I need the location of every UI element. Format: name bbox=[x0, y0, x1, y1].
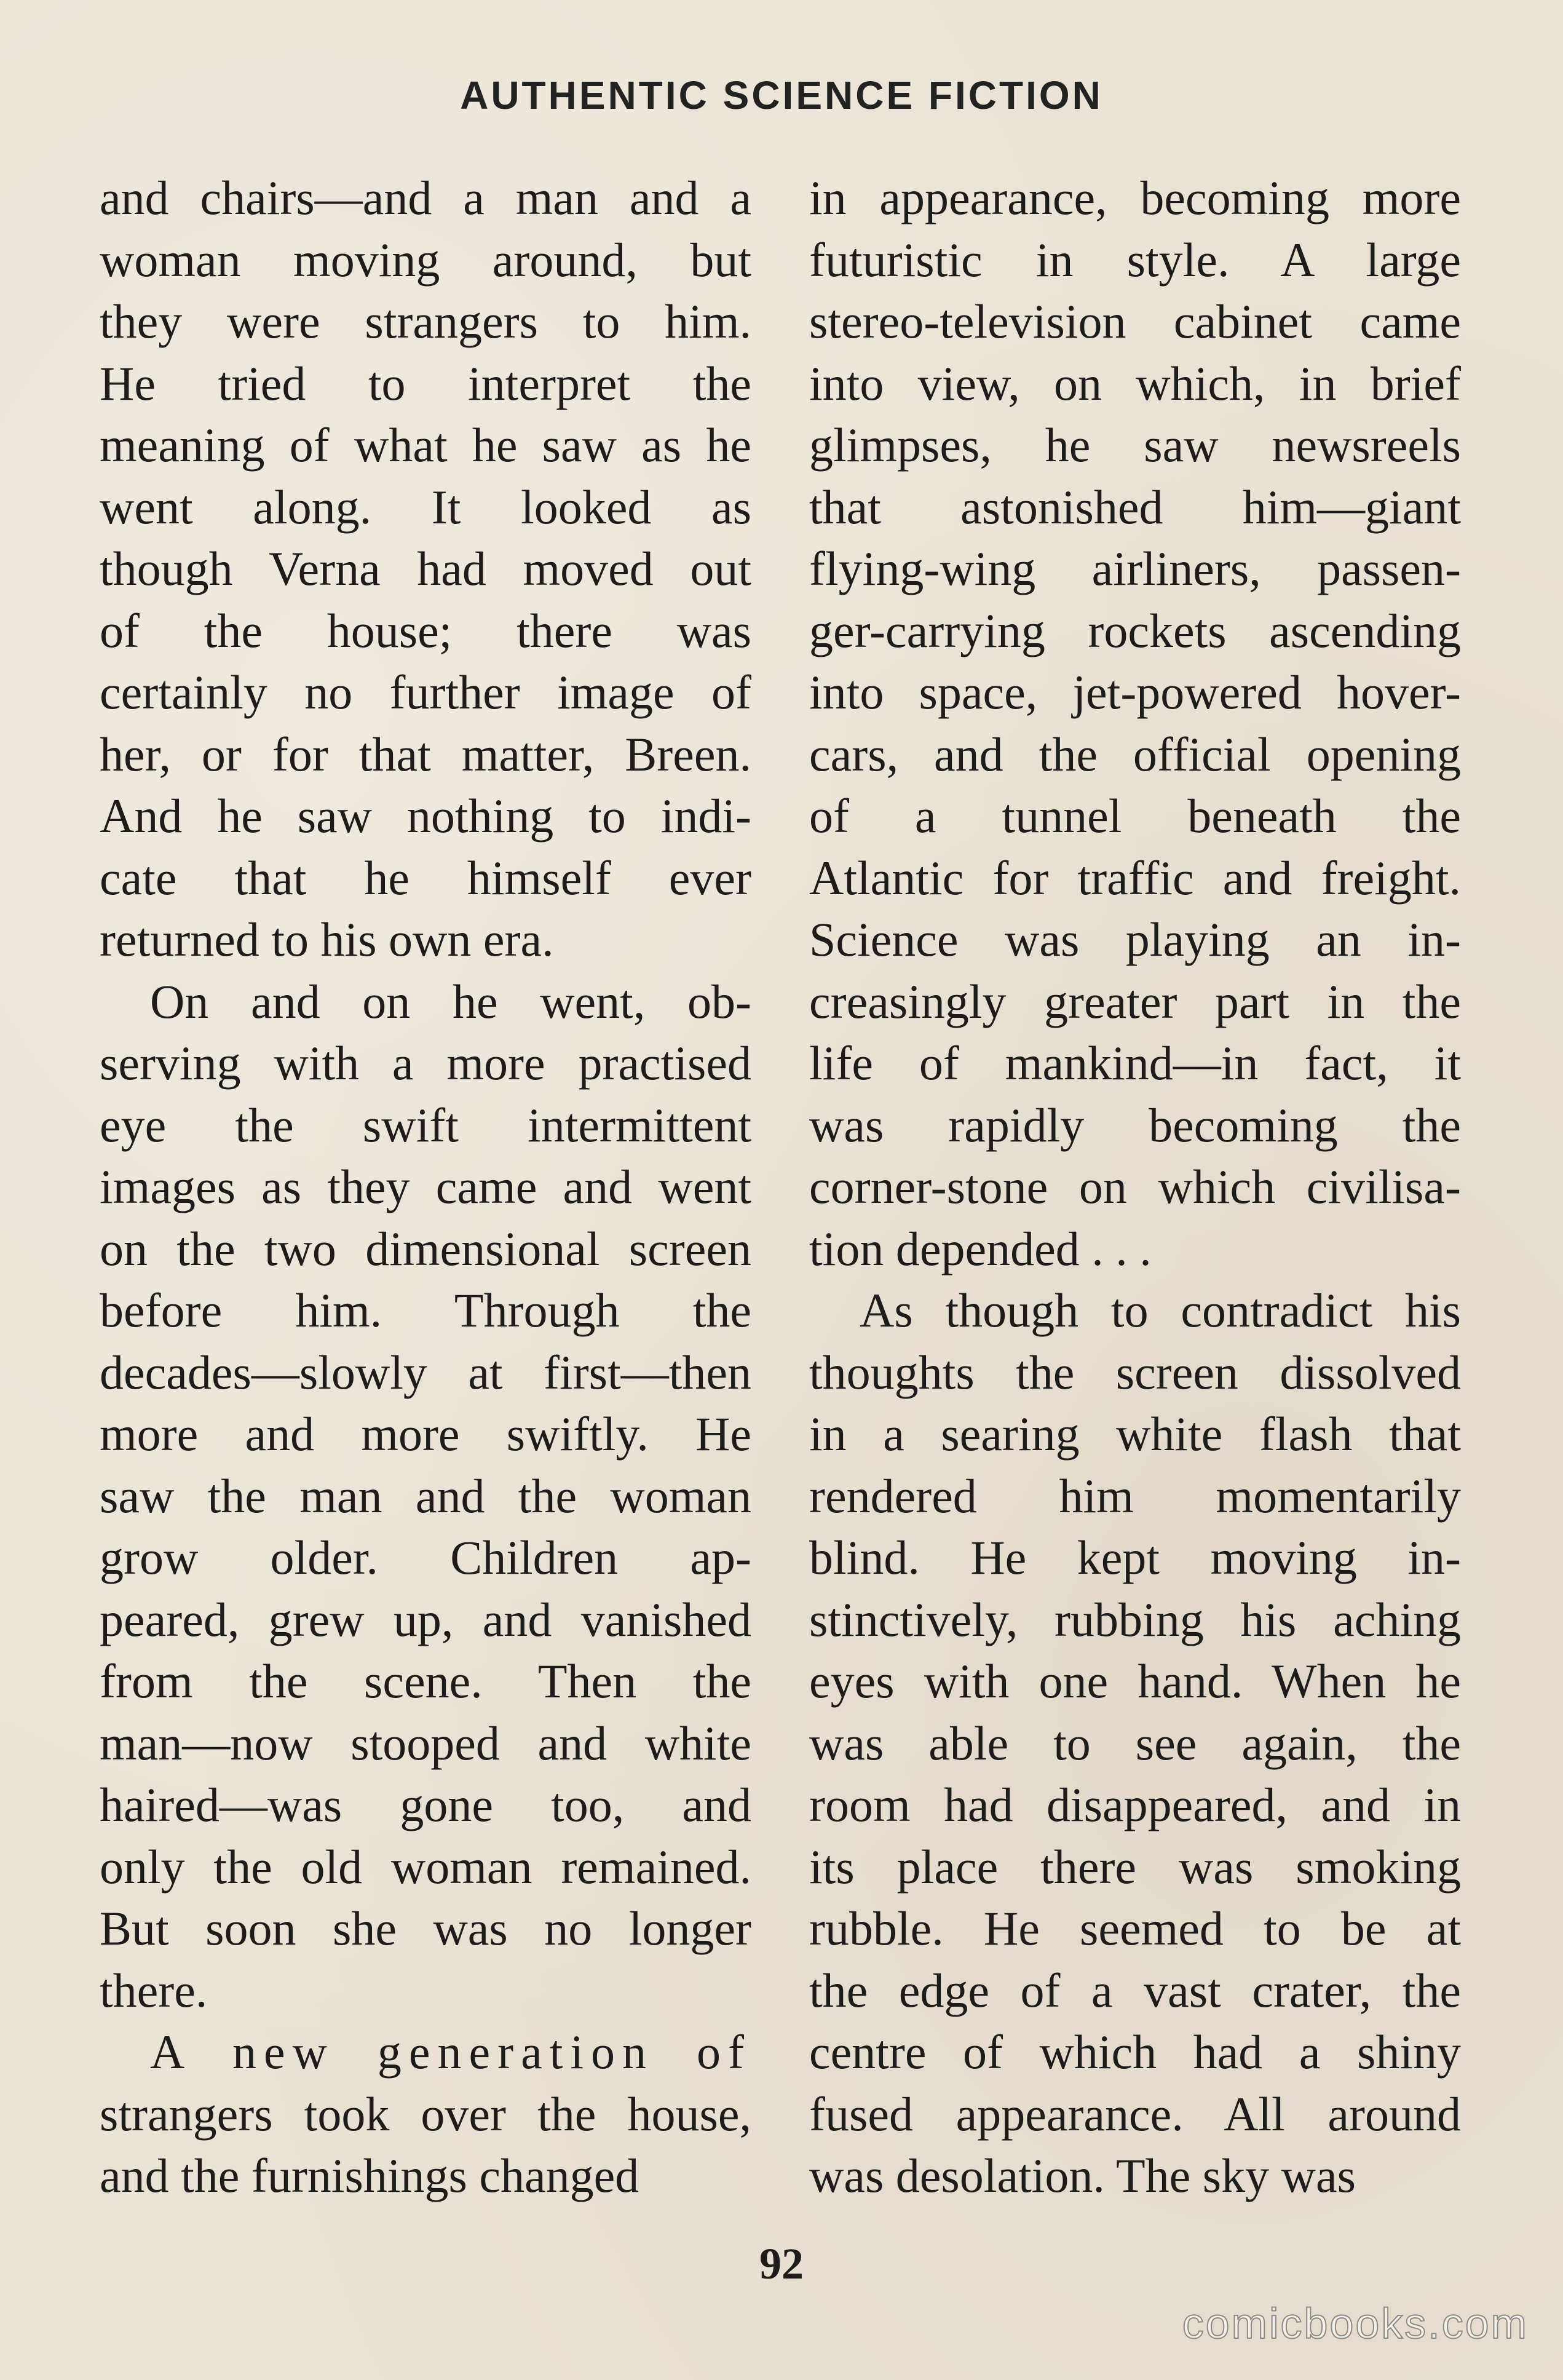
text-line: in a searing white flash that bbox=[809, 1407, 1461, 1461]
text-line: into space, jet-powered hover- bbox=[809, 665, 1461, 719]
text-line: more and more swiftly. He bbox=[100, 1407, 751, 1461]
text-line: serving with a more practised bbox=[100, 1036, 751, 1090]
text-line: And he saw nothing to indi- bbox=[100, 789, 751, 843]
text-line: room had disappeared, and in bbox=[809, 1778, 1461, 1831]
text-line: only the old woman remained. bbox=[100, 1839, 751, 1894]
left-text-column bbox=[100, 167, 751, 2207]
text-line: meaning of what he saw as he bbox=[100, 418, 751, 472]
text-line: But soon she was no longer bbox=[100, 1902, 751, 1955]
text-line: glimpses, he saw newsreels bbox=[809, 418, 1461, 472]
text-line: A new generation of bbox=[150, 2025, 751, 2079]
text-line: eyes with one hand. When he bbox=[809, 1654, 1461, 1708]
text-line: they were strangers to him. bbox=[100, 295, 751, 348]
text-line: before him. Through the bbox=[100, 1283, 751, 1337]
text-line: was rapidly becoming the bbox=[809, 1098, 1461, 1152]
text-line: certainly no further image of bbox=[100, 665, 751, 719]
text-line: futuristic in style. A large bbox=[809, 232, 1461, 287]
text-line: rubble. He seemed to be at bbox=[809, 1902, 1461, 1955]
text-line: woman moving around, but bbox=[100, 232, 751, 287]
text-line: eye the swift intermittent bbox=[100, 1098, 751, 1152]
text-line: images as they came and went bbox=[100, 1160, 751, 1213]
text-line: into view, on which, in brief bbox=[809, 356, 1461, 410]
text-line: though Verna had moved out bbox=[100, 542, 751, 595]
text-line: blind. He kept moving in- bbox=[809, 1531, 1461, 1584]
text-line: decades—slowly at first—then bbox=[100, 1345, 751, 1399]
text-line: Atlantic for traffic and freight. bbox=[809, 851, 1461, 905]
text-line: creasingly greater part in the bbox=[809, 974, 1461, 1028]
text-line: strangers took over the house, bbox=[100, 2087, 751, 2141]
text-line: grow older. Children ap- bbox=[100, 1531, 751, 1584]
text-line: stereo-television cabinet came bbox=[809, 295, 1461, 348]
text-line: from the scene. Then the bbox=[100, 1654, 751, 1708]
page-number: 92 bbox=[759, 2239, 804, 2288]
text-line: cars, and the official opening bbox=[809, 727, 1461, 781]
text-line: On and on he went, ob- bbox=[150, 974, 751, 1028]
text-line: tion depended . . . bbox=[809, 1221, 1152, 1275]
text-line: and the furnishings changed bbox=[100, 2149, 639, 2202]
text-line: haired—was gone too, and bbox=[100, 1778, 751, 1831]
text-line: man—now stooped and white bbox=[100, 1716, 751, 1770]
watermark: comicbooks.com bbox=[1182, 2299, 1529, 2347]
text-line: life of mankind—in fact, it bbox=[809, 1036, 1461, 1090]
text-line: saw the man and the woman bbox=[100, 1469, 751, 1523]
text-line: cate that he himself ever bbox=[100, 851, 751, 905]
text-line: in appearance, becoming more bbox=[809, 171, 1461, 224]
text-line: and chairs—and a man and a bbox=[100, 171, 751, 224]
text-line: centre of which had a shiny bbox=[809, 2025, 1461, 2079]
text-line: peared, grew up, and vanished bbox=[100, 1592, 751, 1646]
running-head: AUTHENTIC SCIENCE FICTION bbox=[460, 73, 1103, 117]
text-line: its place there was smoking bbox=[809, 1839, 1461, 1894]
text-line: Science was playing an in- bbox=[809, 913, 1461, 966]
text-line: there. bbox=[100, 1963, 208, 2017]
text-line: thoughts the screen dissolved bbox=[809, 1345, 1461, 1399]
text-line: her, or for that matter, Breen. bbox=[100, 727, 751, 781]
text-line: the edge of a vast crater, the bbox=[809, 1963, 1461, 2017]
text-line: was able to see again, the bbox=[809, 1716, 1461, 1770]
text-line: He tried to interpret the bbox=[100, 356, 751, 410]
text-line: ger-carrying rockets ascending bbox=[809, 603, 1461, 657]
text-line: went along. It looked as bbox=[100, 480, 751, 534]
text-line: was desolation. The sky was bbox=[809, 2149, 1356, 2202]
text-line: flying-wing airliners, passen- bbox=[809, 542, 1461, 595]
text-line: corner-stone on which civilisa- bbox=[809, 1160, 1461, 1213]
text-line: of a tunnel beneath the bbox=[809, 789, 1461, 843]
text-line: on the two dimensional screen bbox=[100, 1221, 751, 1275]
text-line: rendered him momentarily bbox=[809, 1469, 1461, 1523]
text-line: of the house; there was bbox=[100, 603, 751, 657]
text-line: stinctively, rubbing his aching bbox=[809, 1592, 1461, 1646]
right-text-column bbox=[809, 167, 1461, 2207]
text-line: that astonished him—giant bbox=[809, 480, 1461, 534]
text-line: returned to his own era. bbox=[100, 913, 554, 966]
text-line: fused appearance. All around bbox=[809, 2087, 1461, 2141]
text-line: As though to contradict his bbox=[860, 1283, 1461, 1337]
